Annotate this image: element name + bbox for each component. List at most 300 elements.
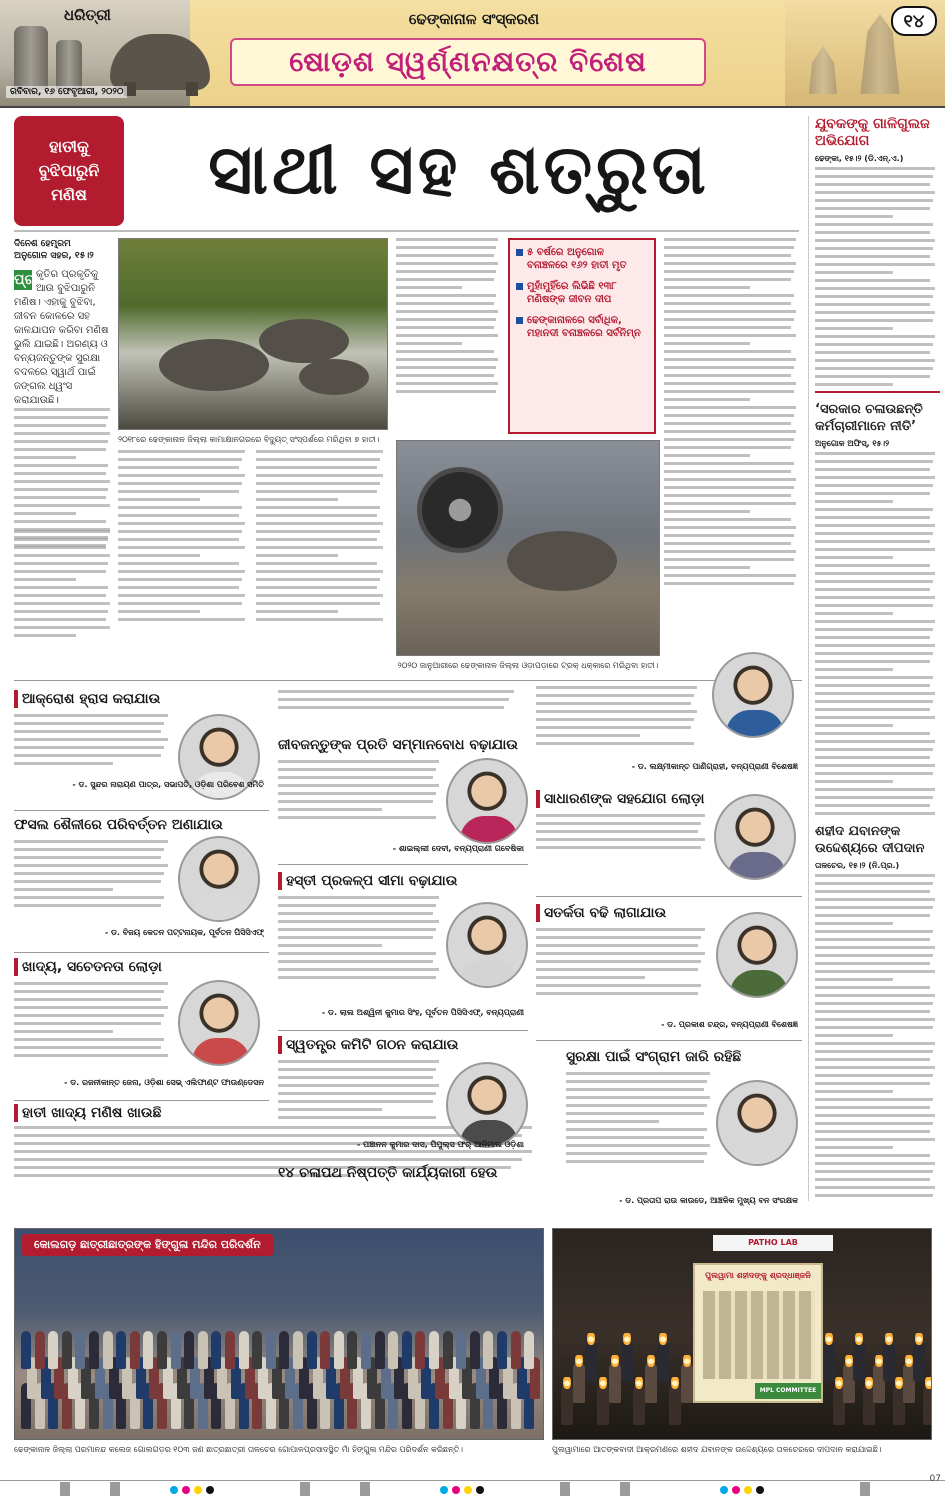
text-line <box>815 524 935 527</box>
text-line <box>664 566 750 569</box>
text-line <box>815 874 935 877</box>
text-line <box>815 295 933 298</box>
text-line <box>278 800 433 803</box>
elephant-shape <box>507 531 617 591</box>
text-line <box>256 578 380 581</box>
person-shape <box>103 1331 113 1369</box>
opinion-text <box>278 1060 446 1136</box>
person-shape <box>293 1331 303 1369</box>
person-shape <box>334 1331 344 1369</box>
kicker-line: ହାତୀକୁ <box>49 137 89 156</box>
text-line <box>278 784 439 787</box>
candle-flame <box>683 1353 691 1367</box>
masthead <box>0 0 945 108</box>
text-line <box>14 1006 168 1009</box>
registration-bar <box>60 1482 70 1496</box>
text-line <box>536 710 697 713</box>
text-line <box>815 668 893 671</box>
main-headline-text: ସାଥୀ ସହ ଶତ୍ରୁତା <box>208 129 710 210</box>
text-line <box>815 1146 893 1149</box>
text-line <box>815 359 935 362</box>
text-line <box>536 936 701 939</box>
person-shape <box>361 1331 371 1369</box>
opinion-text <box>14 840 174 924</box>
text-line <box>14 1014 164 1017</box>
opinion-signature: - ଡ. ଲକ୍ଷ୍ମୀକାନ୍ତ ପାଣିଗ୍ରାହୀ, ବନ୍ୟପ୍ରାଣୀ ବିଶେଷଜ୍ଞ <box>631 762 798 771</box>
text-line <box>536 992 698 995</box>
folio-number: 07 <box>929 1474 941 1484</box>
text-line <box>815 676 933 679</box>
text-line <box>566 1144 710 1147</box>
text-line <box>815 692 935 695</box>
text-line <box>396 366 496 369</box>
text-line <box>118 498 200 501</box>
text-line <box>278 1076 433 1079</box>
person-shape <box>483 1331 493 1369</box>
registration-dot <box>756 1486 764 1494</box>
portrait-shirt <box>726 710 784 738</box>
text-line <box>118 538 239 541</box>
body-text-lines <box>278 1060 446 1119</box>
text-line <box>396 326 494 329</box>
text-line <box>256 450 383 453</box>
opinion-text <box>278 760 446 838</box>
body-text-lines <box>14 530 114 637</box>
body-text-lines <box>256 450 388 621</box>
text-line <box>815 1010 930 1013</box>
text-line <box>815 1106 930 1109</box>
text-line <box>566 1120 659 1123</box>
body-text-lines <box>815 452 940 815</box>
text-line <box>815 636 930 639</box>
text-line <box>14 714 168 717</box>
text-line <box>14 634 76 637</box>
person-shape <box>116 1331 126 1369</box>
registration-bar <box>360 1482 370 1496</box>
fact-text: ମୁହାଁମୁହିଁରେ ଲିଭିଛି ୧୩୮ ମଣିଷଙ୍କ ଜୀବନ ଦୀପ <box>527 281 617 305</box>
opinion-title: ୧୪ ଚଳାପଥ ନିଷ୍ପତ୍ତି କାର୍ଯ୍ୟକାରୀ ହେଉ <box>278 1165 498 1181</box>
text-line <box>664 350 791 353</box>
text-line <box>14 554 110 557</box>
person-shape <box>89 1331 99 1369</box>
text-line <box>815 628 933 631</box>
text-line <box>14 746 164 749</box>
text-line <box>815 500 893 503</box>
body-text-lines <box>14 714 174 765</box>
group-photo <box>14 1228 544 1440</box>
opinion-text <box>14 982 174 1074</box>
text-line <box>536 814 705 817</box>
portrait-shirt <box>728 852 786 880</box>
special-edition-title: ଷୋଡ଼ଶ ସ୍ୱର୍ଣ୍ଣନକ୍ଷତ୍ର ବିଶେଷ <box>289 45 647 78</box>
elephant-carcass-photo <box>118 238 388 430</box>
elephant-shape <box>259 319 349 363</box>
text-line <box>815 922 893 925</box>
registration-bar <box>300 1482 310 1496</box>
text-line <box>14 1054 168 1057</box>
text-line <box>14 872 164 875</box>
text-line <box>278 768 436 771</box>
body-text-lines <box>278 690 524 709</box>
text-line <box>815 938 930 941</box>
person-shape <box>402 1331 412 1369</box>
text-line <box>14 456 76 459</box>
text-line <box>664 366 794 369</box>
divider <box>0 1480 945 1481</box>
temple-shape <box>801 46 845 94</box>
candle-flame <box>865 1375 873 1389</box>
body-text-lines <box>278 760 446 819</box>
registration-bar <box>620 1482 630 1496</box>
text-line <box>815 946 935 949</box>
text-line <box>664 574 796 577</box>
text-line <box>815 215 893 218</box>
text-line <box>14 480 110 483</box>
body-text-lines <box>118 450 250 621</box>
text-line <box>664 518 791 521</box>
registration-dot <box>170 1486 178 1494</box>
text-line <box>256 570 383 573</box>
divider <box>536 896 802 897</box>
side-dateline: ଅନୁଗୋଳ ଅଫିସ୍, ୧୫।୨ <box>815 439 890 448</box>
text-line <box>664 318 794 321</box>
text-line <box>278 1116 436 1119</box>
opinion-text <box>566 1072 716 1192</box>
registration-bar <box>110 1482 120 1496</box>
text-line <box>14 880 161 883</box>
tribute-board <box>693 1263 823 1403</box>
person-shape <box>252 1331 262 1369</box>
text-line <box>278 968 439 971</box>
text-line <box>815 231 930 234</box>
text-line <box>815 756 930 759</box>
text-line <box>256 530 380 533</box>
text-line <box>14 888 113 891</box>
person-shape <box>853 1341 865 1381</box>
text-line <box>256 546 383 549</box>
text-line <box>118 578 242 581</box>
person-shape <box>669 1385 681 1425</box>
text-line <box>536 838 705 841</box>
person-shape <box>211 1331 221 1369</box>
text-line <box>815 772 933 775</box>
text-line <box>815 556 893 559</box>
text-line <box>396 374 494 377</box>
registration-dot <box>744 1486 752 1494</box>
body-text-lines <box>536 686 704 745</box>
person-shape <box>443 1331 453 1369</box>
text-line <box>14 464 108 467</box>
candle-flame <box>885 1331 893 1345</box>
opinion-title: ଫସଲ ଶୈଳୀରେ ପରିବର୍ତ୍ତନ ଅଣାଯାଉ <box>14 817 223 833</box>
person-shape <box>429 1331 439 1369</box>
body-text-lines <box>566 1072 716 1163</box>
opinion-signature: - ଶାଇଲ୍ଲୀ ଦେବୀ, ବନ୍ୟପ୍ରାଣୀ ଗବେଷିକା <box>392 844 524 853</box>
text-line <box>815 247 933 250</box>
text-line <box>118 586 239 589</box>
text-line <box>815 1162 935 1165</box>
text-line <box>118 474 245 477</box>
text-line <box>815 986 930 989</box>
person-shape <box>913 1341 925 1381</box>
text-line <box>815 183 930 186</box>
person-shape <box>143 1331 153 1369</box>
text-line <box>14 864 168 867</box>
portrait-shirt <box>460 960 518 988</box>
portrait <box>716 1080 798 1166</box>
person-shape <box>561 1385 573 1425</box>
text-line <box>815 914 930 917</box>
text-line <box>815 1098 933 1101</box>
text-line <box>14 848 164 851</box>
divider <box>14 230 799 232</box>
photo-caption: ୨୦୨୦ ଜାନୁଆରୀରେ ଢେଙ୍କାନାଳ ଜିଲ୍ଲା ଓଡ଼ାପଡ଼ାରେ ଟ୍ରକ୍ ଧକ୍କାରେ ମରିଥିବା ହାତୀ। <box>397 661 659 670</box>
text-line <box>536 742 694 745</box>
portrait <box>446 902 528 988</box>
text-line <box>118 618 245 621</box>
registration-dot <box>182 1486 190 1494</box>
text-line <box>14 982 168 985</box>
opinion-signature: - ପଞ୍ଚାନନ କୁମାର ଦାସ, ପିପୁଲ୍ସ ଫର୍ ଆନିମାଲ ଓଡ଼ିଶା <box>357 1140 524 1149</box>
text-line <box>815 954 933 957</box>
divider <box>14 952 269 953</box>
text-line <box>256 618 383 621</box>
text-line <box>664 414 794 417</box>
text-line <box>278 960 433 963</box>
portrait-shirt <box>192 1038 250 1066</box>
divider <box>278 864 528 865</box>
text-line <box>14 722 164 725</box>
opinion-title: ଖାଦ୍ୟ, ସଚେତନତା ଲୋଡ଼ା <box>14 958 264 976</box>
text-line <box>14 496 106 499</box>
opinion-title: ହାତୀ ଖାଦ୍ୟ ମଣିଷ ଖାଉଛି <box>14 1104 264 1122</box>
text-line <box>815 1082 930 1085</box>
text-line <box>664 302 791 305</box>
text-line <box>536 968 698 971</box>
article-column <box>256 450 388 660</box>
text-line <box>815 367 933 370</box>
text-line <box>536 944 698 947</box>
body-text-lines <box>14 408 114 547</box>
person-shape <box>347 1331 357 1369</box>
text-line <box>256 538 377 541</box>
truck-accident-photo <box>396 440 660 656</box>
portrait <box>712 652 794 738</box>
text-line <box>815 652 933 655</box>
text-line <box>14 512 76 515</box>
person-shape <box>198 1331 208 1369</box>
body-text-lines <box>14 840 174 907</box>
candle-flame <box>611 1353 619 1367</box>
person-shape <box>75 1331 85 1369</box>
text-line <box>664 438 794 441</box>
opinion-text <box>536 814 712 862</box>
fact-box <box>508 238 656 434</box>
text-line <box>664 422 791 425</box>
right-news-column <box>808 116 940 1201</box>
text-line <box>14 896 164 899</box>
text-line <box>256 498 338 501</box>
body-text-lines <box>536 814 712 849</box>
kicker-line: ବୁଝିପାରୁନି <box>38 161 100 180</box>
portrait <box>446 1062 528 1148</box>
text-line <box>278 776 433 779</box>
text-line <box>536 952 705 955</box>
text-line <box>815 700 933 703</box>
text-line <box>815 1074 933 1077</box>
side-dateline: ଢେଙ୍କା, ୧୫।୨ (ଡି.ଏନ୍.ଏ.) <box>815 154 904 163</box>
text-line <box>815 460 933 463</box>
text-line <box>664 342 750 345</box>
fact-text: ଢେଙ୍କାନାଳରେ ସର୍ବାଧିକ, ମହାନଦୀ ବନାଞ୍ଚଳରେ ସର୍ବନିମ୍ନ <box>527 315 641 339</box>
text-line <box>396 358 498 361</box>
text-line <box>14 610 108 613</box>
text-line <box>396 302 494 305</box>
text-line <box>664 278 791 281</box>
text-line <box>278 808 382 811</box>
text-line <box>14 856 161 859</box>
text-line <box>566 1096 710 1099</box>
text-line <box>566 1152 707 1155</box>
text-line <box>815 620 935 623</box>
text-line <box>664 262 796 265</box>
photo-caption: ୨୦୧୮ରେ ଢେଙ୍କାନାଳ ଜିଲ୍ଲା କାମାକ୍ଷାନଗରରେ ବିଦ୍ୟୁତ୍ ସଂସ୍ପର୍ଶରେ ମରିଥିବା ୭ ହାତୀ। <box>118 435 380 444</box>
text-line <box>118 466 239 469</box>
text-line <box>815 1154 930 1157</box>
candle-flame <box>875 1353 883 1367</box>
text-line <box>536 694 694 697</box>
text-line <box>664 454 750 457</box>
text-line <box>815 335 935 338</box>
text-line <box>815 1034 893 1037</box>
text-line <box>396 286 462 289</box>
portrait-shirt <box>460 816 518 844</box>
text-line <box>664 470 791 473</box>
candle-flame <box>659 1331 667 1345</box>
lead-text: କୃତିର ପ୍ରକୃତିକୁ ଆଉ ବୁଝିପାରୁନି ମଣିଷ। ଏହାକୁ ବୁଝିବା, ଜୀବନ କୋଳରେ ସହ କାଳଯାପନ କରିବା ମଣିଷ ଭୁଲି ଯାଇଛି। ଅରଣ୍ୟ ଓ ବନ୍ୟଜନ୍ତୁଙ୍କ ସୁରକ୍ଷା ବଦଳରେ ସ୍ୱାର୍ଥ ପାଇଁ ଜଙ୍ଗଲ ଧ୍ୱଂସ କରାଯାଉଛି। <box>14 269 109 406</box>
registration-dot <box>440 1486 448 1494</box>
text-line <box>256 610 338 613</box>
article-column <box>396 238 502 438</box>
candle-flame <box>587 1331 595 1345</box>
person-shape <box>307 1331 317 1369</box>
text-line <box>14 1158 522 1161</box>
text-line <box>815 351 930 354</box>
text-line <box>815 898 935 901</box>
article-column <box>118 450 250 660</box>
opinion-title: ସାଧାରଣଙ୍କ ସହଯୋଗ ଲୋଡ଼ା <box>536 790 796 808</box>
person-shape <box>225 1331 235 1369</box>
text-line <box>664 294 794 297</box>
shop-sign: PATHO LAB <box>713 1235 833 1251</box>
person-shape <box>415 1331 425 1369</box>
text-line <box>396 390 496 393</box>
text-line <box>14 998 161 1001</box>
text-line <box>278 760 439 763</box>
text-line <box>815 1042 935 1045</box>
text-line <box>396 254 494 257</box>
text-line <box>815 1122 933 1125</box>
opinion-signature: - ଡ. ଲାଲ ଅଶ୍ୱିନୀ କୁମାର ସିଂହ, ପୂର୍ବତନ ପିସିସିଏଫ୍, ବନ୍ୟପ୍ରାଣୀ <box>321 1008 524 1017</box>
truck-tyre <box>417 467 503 553</box>
candle-flame <box>825 1331 833 1345</box>
text-line <box>815 588 930 591</box>
text-line <box>14 448 106 451</box>
text-line <box>815 796 933 799</box>
text-line <box>396 310 498 313</box>
text-line <box>14 504 110 507</box>
text-line <box>664 270 794 273</box>
candle-flame <box>845 1353 853 1367</box>
person-shape <box>470 1331 480 1369</box>
text-line <box>536 928 705 931</box>
photo-caption: ଢେଙ୍କାନାଳ ଜିଲ୍ଲା ପରମାନନ୍ଦ କଲେଜ ଗୋଲଗଡ଼ର ୧୦୩ ଜଣ ଛାତ୍ରଛାତ୍ରୀ ତାଳଚେର ଗୋପାଳପ୍ରସାଦସ୍ଥିତ ମାଁ ହିଙ୍ଗୁଳା ମନ୍ଦିର ପରିଦର୍ଶନ କରିଛନ୍ତି। <box>14 1445 463 1454</box>
text-line <box>256 514 377 517</box>
text-line <box>815 476 935 479</box>
text-line <box>815 812 935 815</box>
side-headline: ଶହୀଦ ଯବାନଙ୍କ ଉଦ୍ଦେଶ୍ୟରେ ଦୀପଦାନ <box>815 824 925 856</box>
text-line <box>278 952 436 955</box>
text-line <box>536 686 697 689</box>
text-line <box>118 522 245 525</box>
text-line <box>815 223 933 226</box>
text-line <box>664 486 794 489</box>
registration-dot <box>464 1486 472 1494</box>
text-line <box>14 1022 161 1025</box>
text-line <box>815 1018 935 1021</box>
photo-caption: ପୁଲୱାମାରେ ଆତଙ୍କବାଦୀ ଆକ୍ରମଣରେ ଶହୀଦ ଯବାନଙ୍କ ଉଦ୍ଦେଶ୍ୟରେ ତାଳଚେରରେ ଦୀପଦାନ କରାଯାଇଛି। <box>552 1445 882 1454</box>
text-line <box>256 482 380 485</box>
text-line <box>536 830 698 833</box>
text-line <box>664 526 796 529</box>
text-line <box>278 896 439 899</box>
text-line <box>396 270 496 273</box>
article-column <box>278 690 524 724</box>
text-line <box>815 660 930 663</box>
committee-label: MPL COMMITTEE <box>755 1383 821 1399</box>
body-text-lines <box>815 874 940 1201</box>
text-line <box>118 594 245 597</box>
text-line <box>566 1072 710 1075</box>
text-line <box>14 730 161 733</box>
opinion-title: ହସ୍ତୀ ପ୍ରକଳ୍ପ ସୀମା ବଢ଼ାଯାଉ <box>278 872 528 890</box>
text-line <box>14 840 168 843</box>
text-line <box>14 1046 161 1049</box>
text-line <box>256 562 377 565</box>
fact-item <box>516 314 648 340</box>
text-line <box>278 706 504 709</box>
registration-dot <box>206 1486 214 1494</box>
text-line <box>815 1194 933 1197</box>
text-line <box>815 716 935 719</box>
text-line <box>815 279 930 282</box>
article-column <box>14 530 114 670</box>
text-line <box>815 930 933 933</box>
text-line <box>815 383 893 386</box>
registration-dot <box>732 1486 740 1494</box>
text-line <box>664 374 791 377</box>
opinion-signature: - ଡ. ବିଜୟ କେତନ ପଟ୍ଟନାୟକ, ପୂର୍ବତନ ପିସିସିଏଫ୍ <box>104 928 264 937</box>
text-line <box>815 492 930 495</box>
text-line <box>664 326 791 329</box>
text-line <box>815 191 935 194</box>
portrait-shirt <box>730 970 788 998</box>
text-line <box>815 764 935 767</box>
candle-flame <box>599 1375 607 1389</box>
person-shape <box>157 1331 167 1369</box>
text-line <box>566 1136 704 1139</box>
text-line <box>815 343 933 346</box>
